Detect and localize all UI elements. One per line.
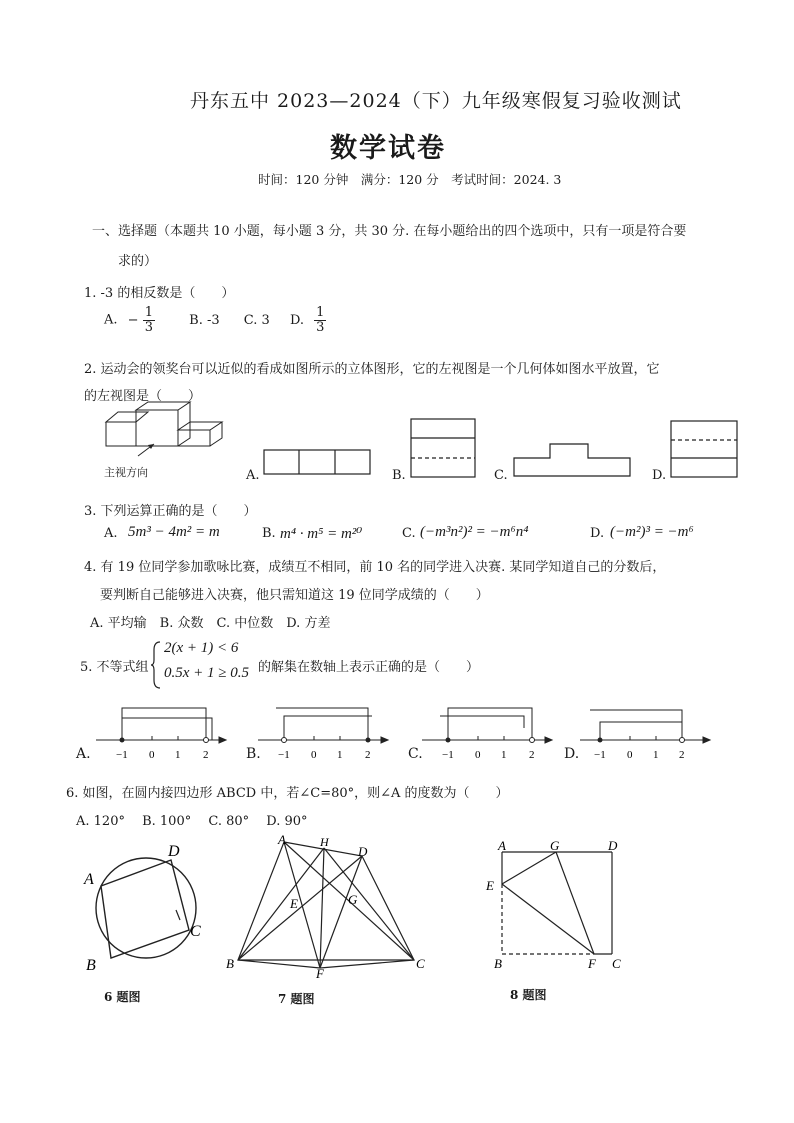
q1-d-denominator: 3	[316, 319, 325, 335]
q3-option-d-label: D.	[590, 526, 605, 541]
q4-stem-line2: 要判断自己能够进入决赛，他只需知道这 19 位同学成绩的（ ）	[100, 588, 489, 603]
q5-brace	[150, 640, 162, 690]
q5-numberline-b	[256, 700, 396, 766]
fig7-label-g: G	[348, 892, 358, 907]
tick-1: 1	[501, 749, 507, 761]
exam-subject: 数学试卷	[330, 133, 446, 164]
fig6-label-b: B	[86, 957, 96, 974]
fig6-label-d: D	[168, 843, 180, 860]
figure-7	[226, 832, 436, 982]
tick-2: 2	[529, 749, 535, 761]
tick-neg1: −1	[116, 749, 128, 761]
q2-option-c-figure	[510, 440, 634, 480]
fig7-label-c: C	[416, 956, 425, 971]
q5-option-b: B.	[246, 746, 261, 762]
q2-main-view-label: 主视方向	[104, 466, 148, 479]
q1-option-c: C. 3	[243, 312, 270, 328]
fig6-label-c: C	[190, 923, 201, 940]
tick-neg1: −1	[594, 749, 606, 761]
tick-0: 0	[311, 749, 317, 761]
q1-option-a-sign: −	[127, 312, 139, 328]
q2-option-c: C.	[494, 468, 508, 483]
fig6-label-a: A	[84, 871, 94, 888]
tick-0: 0	[149, 749, 155, 761]
q3-option-b: m⁴ · m⁵ = m²⁰	[280, 526, 363, 542]
q1-option-d-label: D.	[289, 312, 305, 328]
fig8-label-c: C	[612, 956, 621, 971]
tick-2: 2	[365, 749, 371, 761]
section-heading-cont: 求的）	[118, 254, 158, 269]
fig8-label-g: G	[550, 838, 560, 853]
fig8-label-b: B	[494, 956, 502, 971]
fig7-label-d: D	[358, 844, 368, 859]
q2-stem-line2: 的左视图是（ ）	[84, 389, 202, 404]
fig7-label-e: E	[290, 896, 298, 911]
q4-stem-line1: 4. 有 19 位同学参加歌咏比赛，成绩互不相同，前 10 名的同学进入决赛. 某同学知道自己的分数后，	[84, 560, 666, 575]
q3-option-a-label: A.	[104, 526, 118, 541]
tick-1: 1	[337, 749, 343, 761]
q4-options: A. 平均输 B. 众数 C. 中位数 D. 方差	[90, 616, 331, 631]
q3-option-c: (−m³n²)² = −m⁶n⁴	[420, 524, 529, 540]
q3-stem: 3. 下列运算正确的是（ ）	[84, 504, 257, 519]
figure-8-caption: 8 题图	[510, 988, 547, 1002]
q5-inequality-1: 2(x + 1) < 6	[164, 640, 239, 656]
q2-stem-line1: 2. 运动会的领奖台可以近似的看成如图所示的立体图形，它的左视图是一个几何体如图水平放置，它	[84, 362, 660, 377]
q1-stem: 1. -3 的相反数是（ ）	[84, 286, 235, 301]
fig8-label-a: A	[498, 838, 506, 853]
q3-option-c-label: C.	[402, 526, 416, 541]
q1-a-numerator: 1	[144, 305, 153, 320]
q2-option-a-figure	[262, 446, 374, 478]
q1-options	[104, 306, 326, 334]
tick-neg1: −1	[278, 749, 290, 761]
q5-numberline-a	[94, 700, 234, 766]
tick-0: 0	[627, 749, 633, 761]
fig7-label-b: B	[226, 956, 234, 971]
exam-title: 丹东五中 2023—2024（下）九年级寒假复习验收测试	[190, 90, 682, 112]
tick-1: 1	[653, 749, 659, 761]
fig8-label-e: E	[486, 878, 494, 893]
q2-podium-figure	[98, 400, 238, 470]
tick-neg1: −1	[442, 749, 454, 761]
q1-option-d-fraction	[314, 306, 326, 334]
fig7-label-h: H	[320, 835, 329, 849]
section-heading: 一、选择题（本题共 10 小题，每小题 3 分，共 30 分. 在每小题给出的四个选项中，只有一项是符合要	[92, 224, 687, 239]
q6-stem: 6. 如图，在圆内接四边形 ABCD 中，若∠C=80°，则∠A 的度数为（ ）	[66, 786, 509, 801]
q3-option-d: (−m²)³ = −m⁶	[610, 524, 694, 540]
q1-d-numerator: 1	[316, 305, 325, 320]
q5-numberline-d	[578, 700, 718, 766]
tick-0: 0	[475, 749, 481, 761]
q5-prefix: 5. 不等式组	[80, 660, 149, 675]
q3-option-a: 5m³ − 4m² = m	[128, 524, 220, 540]
q1-a-denominator: 3	[144, 319, 153, 335]
q1-option-b: B. -3	[189, 312, 220, 328]
q5-option-a: A.	[76, 746, 91, 762]
figure-6	[76, 838, 216, 978]
fig7-label-f: F	[316, 966, 324, 981]
figure-8	[482, 836, 632, 976]
q5-inequality-2: 0.5x + 1 ≥ 0.5	[164, 665, 250, 681]
q2-option-d-figure	[668, 418, 742, 482]
tick-2: 2	[203, 749, 209, 761]
figure-7-caption: 7 题图	[278, 992, 315, 1006]
q2-option-d: D.	[652, 468, 667, 483]
fig7-label-a: A	[278, 832, 286, 847]
fig8-label-d: D	[608, 838, 618, 853]
exam-meta: 时间：120 分钟 满分：120 分 考试时间：2024. 3	[258, 172, 562, 187]
fig8-label-f: F	[588, 956, 596, 971]
figure-6-caption: 6 题图	[104, 990, 141, 1004]
tick-1: 1	[175, 749, 181, 761]
quadrilateral-abcd	[101, 860, 189, 958]
q5-numberline-c	[420, 700, 560, 766]
tick-2: 2	[679, 749, 685, 761]
q6-options: A. 120° B. 100° C. 80° D. 90°	[76, 814, 308, 829]
q5-option-c: C.	[408, 746, 423, 762]
q1-option-a-fraction	[143, 306, 155, 334]
q5-suffix: 的解集在数轴上表示正确的是（ ）	[258, 660, 480, 675]
q1-option-a-label: A.	[104, 312, 118, 328]
q2-option-a: A.	[246, 468, 260, 483]
q2-option-b: B.	[392, 468, 406, 483]
q5-option-d: D.	[564, 746, 580, 762]
q3-option-b-label: B.	[262, 526, 276, 541]
q2-option-b-figure	[408, 416, 480, 482]
